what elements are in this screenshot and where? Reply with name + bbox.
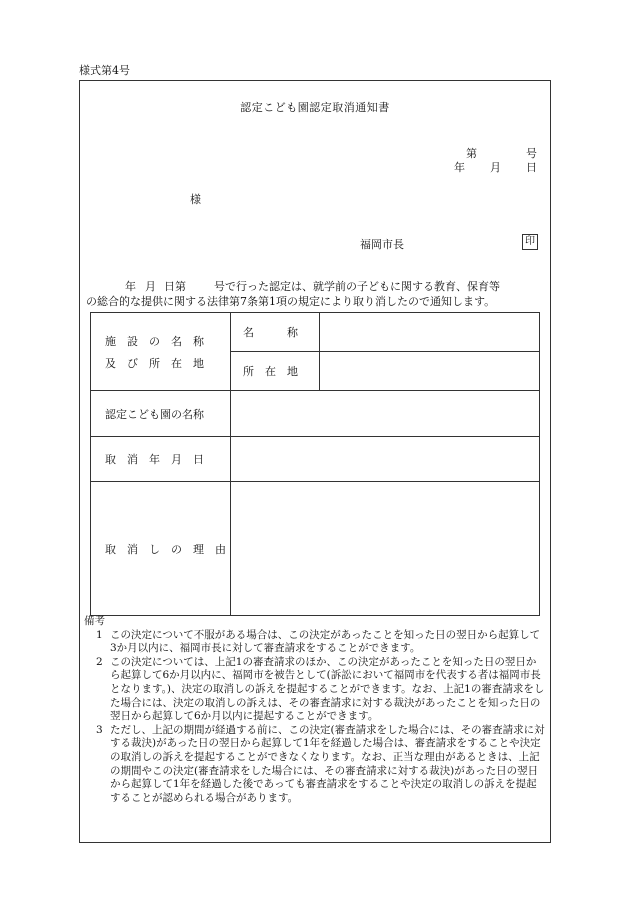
notice-body-line1: 年 月 日第 号で行った認定は、就学前の子どもに関する教育、保育等 [125,280,500,293]
date-year: 年 [454,161,465,174]
notes-heading: 備考 [84,615,105,627]
document-frame [79,80,551,843]
reason-field[interactable] [231,482,540,616]
facility-label-cell: 施 設 の 名 称 及 び 所 在 地 [91,313,231,391]
facility-address-field[interactable] [320,352,540,391]
facility-name-field[interactable] [320,313,540,352]
date-month: 月 [490,161,501,174]
center-name-field[interactable] [231,391,540,437]
date-day: 日 [526,161,537,174]
document-number-suffix: 号 [526,147,537,160]
cancel-date-label-cell: 取 消 年 月 日 [91,437,231,482]
info-table [90,312,540,616]
cancel-date-field[interactable] [231,437,540,482]
recipient-suffix: 様 [190,193,201,206]
center-name-label-cell: 認定こども園の名称 [91,391,231,437]
document-title: 認定こども園認定取消通知書 [240,101,390,114]
form-number: 様式第4号 [79,64,130,77]
note-item: 1 この決定について不服がある場合は、この決定があったことを知った日の翌日から起算して3か月以内に、福岡市長に対して審査請求をすることができます。 [96,628,541,655]
name-label-cell: 名 称 [231,313,320,352]
notice-body [86,280,548,309]
reason-label-cell: 取 消 し の 理 由 [91,482,231,616]
notice-body-line2: の総合的な提供に関する法律第7条第1項の規定により取り消したので通知します。 [86,294,496,308]
issuer-name: 福岡市長 [360,238,404,251]
seal-mark: 印 [522,234,538,250]
address-label-cell: 所 在 地 [231,352,320,391]
note-item: 3 ただし、上記の期間が経過する前に、この決定(審査請求をした場合には、その審査請求に対する裁決)があった日の翌日から起算して1年を経過した場合は、審査請求をすることや決定の取消しの訴えを提起することができなくなります。なお、正当な理由があるときは、上記の期間やこの決定(審査請求をした場合には、その審査請求に対する裁決)があった日の翌日から起算して1年を経過した後であっても審査請求をすることや決定の取消しの訴えを提起することが認められる場合があります。 [96,723,545,804]
notes-section [84,615,548,805]
document-number-prefix: 第 [466,147,477,160]
note-item: 2 この決定については、上記1の審査請求のほか、この決定があったことを知った日の翌日から起算して6か月以内に、福岡市を被告として(訴訟において福岡市を代表する者は福岡市長となります。)、決定の取消しの訴えを提起することができます。なお、上記1の審査請求をした場合には、決定の取消しの訴えは、その審査請求に対する裁決があったことを知った日の翌日から起算して6か月以内に提起することができます。 [96,655,545,723]
